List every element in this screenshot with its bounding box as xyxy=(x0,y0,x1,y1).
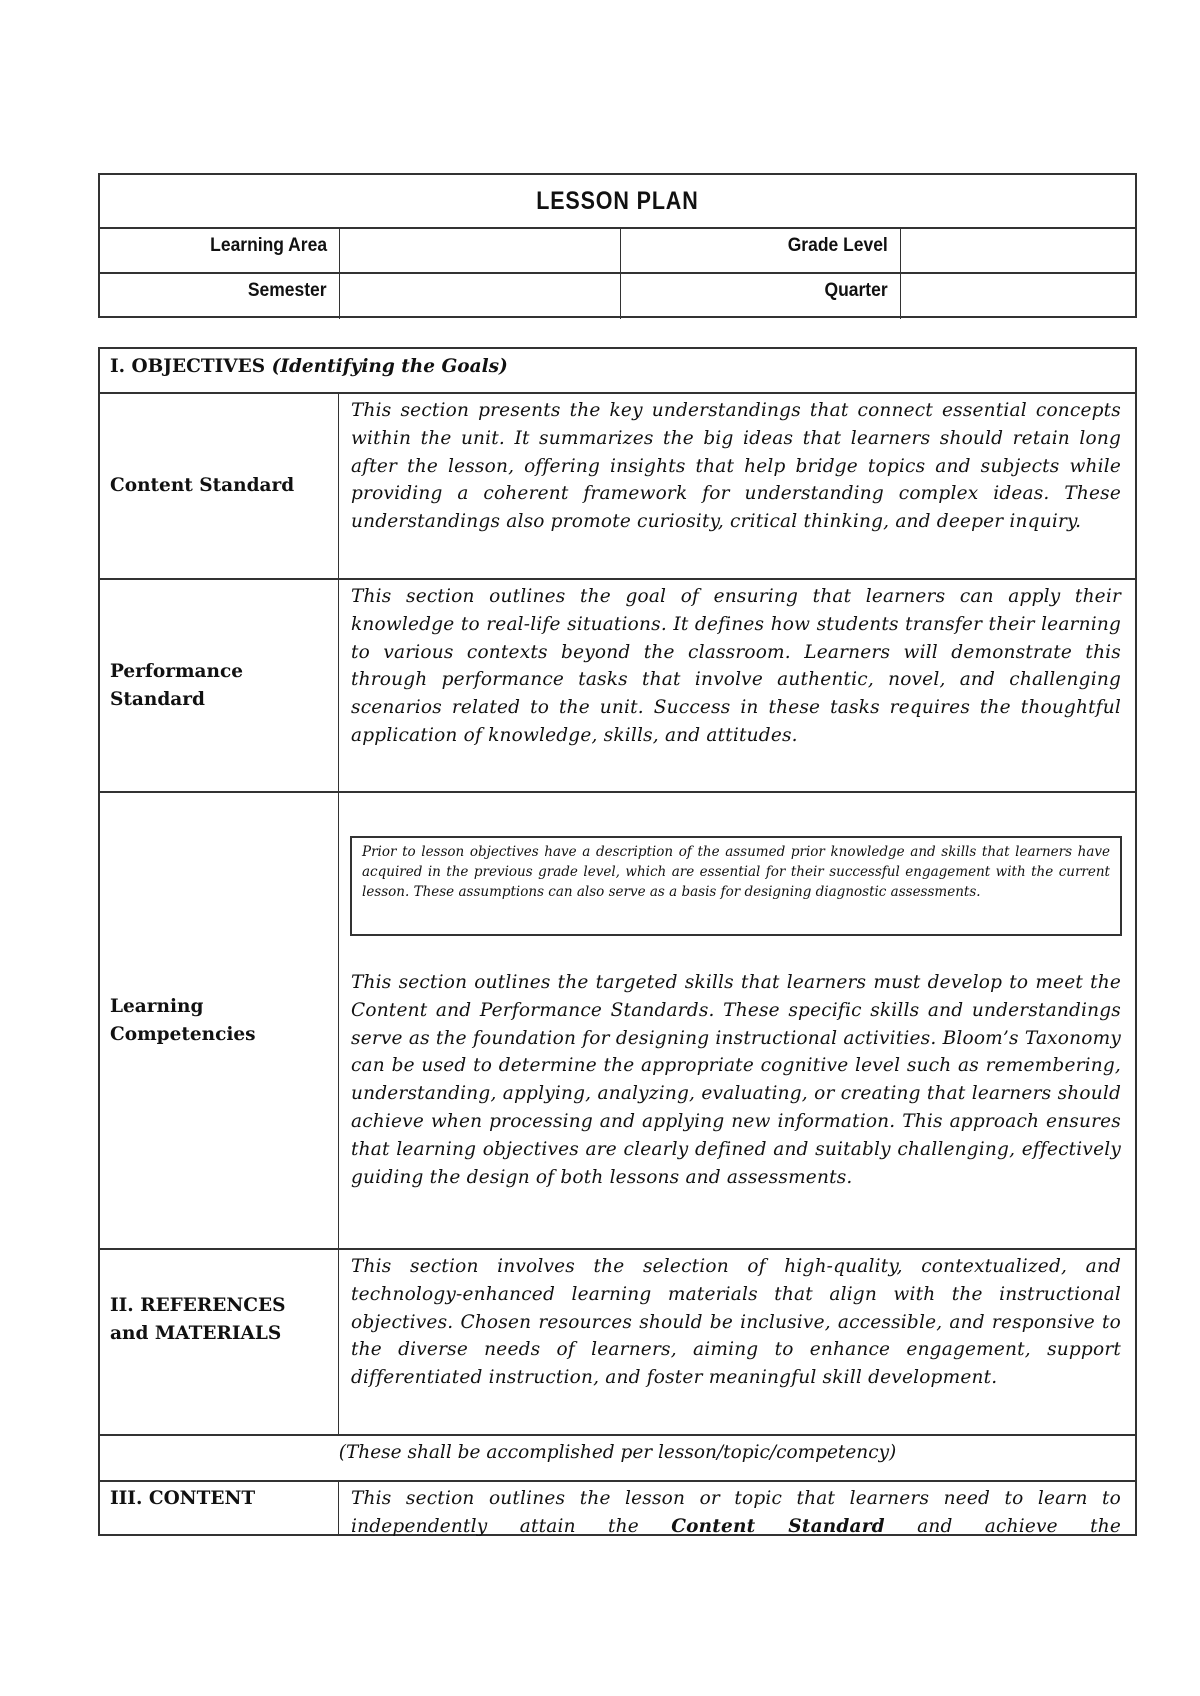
performance-standard-label-cell xyxy=(100,580,339,791)
lesson-plan-main-table xyxy=(98,347,1137,1536)
content-label: III. CONTENT xyxy=(110,1488,256,1509)
objectives-heading-subtitle: (Identifying the Goals) xyxy=(271,356,508,377)
content-standard-label: Content Standard xyxy=(110,475,295,496)
grade-level-label: Grade Level xyxy=(620,229,900,272)
header-row-1 xyxy=(100,229,1135,274)
content-text-after: and achieve the xyxy=(917,1515,1121,1536)
objectives-heading-row xyxy=(100,349,1135,394)
learning-competencies-text: This section outlines the targeted skills that learners must develop to meet the Content and Performance Standards. These specific skills and understandings serve as the foundation for designing instructional activities. Bloom’s Taxonomy can be used to determine the appropriate cognitive level such as remembering, understanding, applying, analyzing, evaluating, or creating that learners should achieve when processing and applying new information. This approach ensures that learning objectives are clearly defined and suitably challenging, effectively guiding the design of both lessons and assessments. xyxy=(351,972,1121,1188)
learning-competencies-row xyxy=(100,793,1135,1250)
learning-area-label: Learning Area xyxy=(210,235,327,256)
content-text-before: This section outlines the lesson or topic that learners need to learn to independently attain the xyxy=(351,1488,1121,1536)
content-standard-text-cell xyxy=(339,394,1135,578)
references-text: This section involves the selection of high-quality, contextualized, and technology-enhanced learning materials that align with the instructional objectives. Chosen resources should be inclusive, accessible, and responsive to the diverse needs of learners, aiming to enhance engagement, support differentiated instruction, and foster meaningful skill development. xyxy=(351,1256,1121,1389)
prior-knowledge-note-box: Prior to lesson objectives have a description of the assumed prior knowledge and skills that learners have acquired in the previous grade level, which are essential for their successful engagement with the current lesson. These assumptions can also serve as a basis for designing diagnostic assessments. xyxy=(350,836,1122,936)
content-row xyxy=(100,1482,1135,1536)
performance-standard-text: This section outlines the goal of ensuring that learners can apply their knowledge to real-life situations. It defines how students transfer their learning to various contexts beyond the classroom. Learners will demonstrate this through performance tasks that involve authentic, novel, and challenging scenarios related to the unit. Success in these tasks requires the thoughtful application of knowledge, skills, and attitudes. xyxy=(351,586,1121,746)
objectives-heading-text: I. OBJECTIVES xyxy=(110,356,266,377)
per-lesson-note-row xyxy=(100,1436,1135,1482)
title-row xyxy=(100,175,1135,229)
learning-competencies-text-cell xyxy=(339,793,1135,1248)
references-label-cell xyxy=(100,1250,339,1434)
page-title: LESSON PLAN xyxy=(536,186,699,215)
performance-standard-label: Performance Standard xyxy=(110,660,244,710)
objectives-heading xyxy=(100,349,1135,384)
content-standard-text: This section presents the key understandings that connect essential concepts within the unit. It summarizes the big ideas that learners should retain long after the lesson, offering insights that help bridge topics and subjects while providing a coherent framework for understanding complex ideas. These understandings also promote curiosity, critical thinking, and deeper inquiry. xyxy=(351,400,1121,533)
learning-competencies-label: Learning Competencies xyxy=(110,995,256,1045)
performance-standard-text-cell xyxy=(339,580,1135,791)
learning-competencies-label-cell xyxy=(100,793,339,1248)
header-row-2 xyxy=(100,274,1135,319)
content-text-cell xyxy=(339,1482,1135,1536)
learning-area-field[interactable] xyxy=(339,229,620,272)
per-lesson-note: (These shall be accomplished per lesson/topic/competency) xyxy=(338,1442,897,1463)
content-standard-row xyxy=(100,394,1135,580)
content-text xyxy=(351,1485,1121,1536)
performance-standard-row xyxy=(100,580,1135,793)
references-row xyxy=(100,1250,1135,1436)
references-text-cell xyxy=(339,1250,1135,1434)
lesson-plan-header-table xyxy=(98,173,1137,318)
quarter-field[interactable] xyxy=(900,274,1135,319)
content-label-cell xyxy=(100,1482,339,1536)
semester-label: Semester xyxy=(248,280,327,301)
references-label: II. REFERENCES and MATERIALS xyxy=(110,1295,286,1344)
semester-field[interactable] xyxy=(339,274,620,319)
grade-level-field[interactable] xyxy=(900,229,1135,272)
quarter-label: Quarter xyxy=(620,274,900,319)
content-standard-emphasis: Content Standard xyxy=(671,1515,885,1536)
content-standard-label-cell xyxy=(100,394,339,578)
